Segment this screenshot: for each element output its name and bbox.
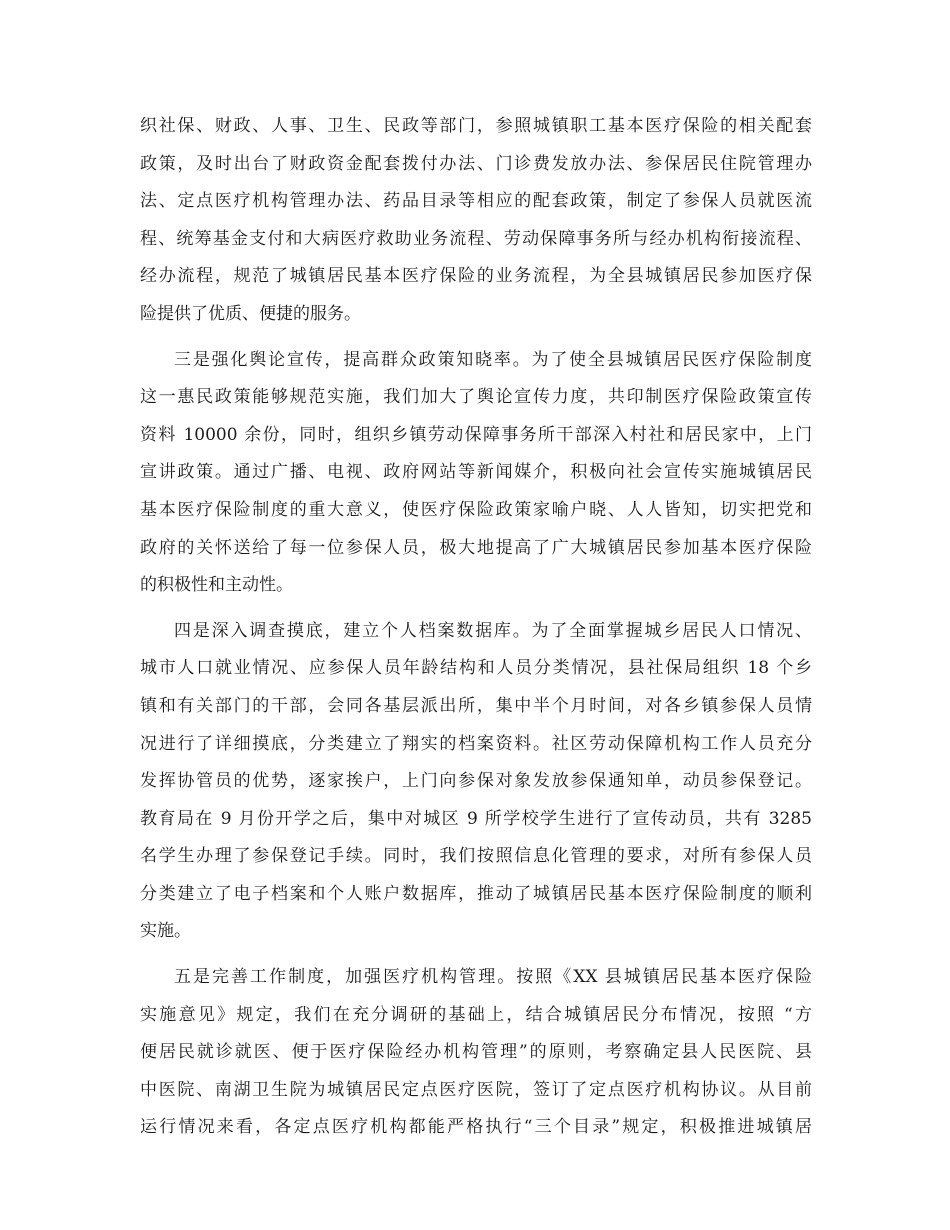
paragraph-spacer xyxy=(140,605,812,613)
text-line: 运行情况来看，各定点医疗机构都能严格执行“三个目录”规定，积极推进城镇居 xyxy=(140,1117,812,1138)
text-line: 三是强化舆论宣传，提高群众政策知晓率。为了使全县城镇居民医疗保险制度 xyxy=(174,349,812,370)
paragraph-spacer xyxy=(140,951,812,959)
text-line: 的积极性和主动性。 xyxy=(140,575,293,596)
text-line: 基本医疗保险制度的重大意义，使医疗保险政策家喻户晓、人人皆知，切实把党和 xyxy=(140,499,812,520)
text-line: 名学生办理了参保登记手续。同时，我们按照信息化管理的要求，对所有参保人员 xyxy=(140,846,812,867)
text-line: 实施。 xyxy=(140,921,191,942)
text-line: 五是完善工作制度，加强医疗机构管理。按照《XX 县城镇居民基本医疗保险 xyxy=(174,967,812,988)
text-line: 政府的关怀送给了每一位参保人员，极大地提高了广大城镇居民参加基本医疗保险 xyxy=(140,537,812,558)
text-line: 险提供了优质、便捷的服务。 xyxy=(140,303,361,324)
text-line: 这一惠民政策能够规范实施，我们加大了舆论宣传力度，共印制医疗保险政策宣传 xyxy=(140,387,812,408)
text-line: 实施意见》规定，我们在充分调研的基础上，结合城镇居民分布情况，按照 “方 xyxy=(140,1004,812,1025)
text-line: 政策，及时出台了财政资金配套拨付办法、门诊费发放办法、参保居民住院管理办 xyxy=(140,153,812,174)
paragraph-spacer xyxy=(140,334,812,342)
text-line: 便居民就诊就医、便于医疗保险经办机构管理”的原则，考察确定县人民医院、县 xyxy=(140,1042,812,1063)
text-line: 镇和有关部门的干部，会同各基层派出所，集中半个月时间，对各乡镇参保人员情 xyxy=(140,695,812,716)
paragraph xyxy=(140,613,812,951)
text-line: 分类建立了电子档案和个人账户数据库，推动了城镇居民基本医疗保险制度的顺利 xyxy=(140,883,812,904)
body-text xyxy=(140,108,812,1147)
text-line: 程、统筹基金支付和大病医疗救助业务流程、劳动保障事务所与经办机构衔接流程、 xyxy=(140,228,812,249)
text-line: 教育局在 9 月份开学之后，集中对城区 9 所学校学生进行了宣传动员，共有 3285 xyxy=(140,808,812,829)
text-line: 况进行了详细摸底，分类建立了翔实的档案资料。社区劳动保障机构工作人员充分 xyxy=(140,733,812,754)
text-line: 城市人口就业情况、应参保人员年龄结构和人员分类情况，县社保局组织 18 个乡 xyxy=(140,658,812,679)
text-line: 四是深入调查摸底，建立个人档案数据库。为了全面掌握城乡居民人口情况、 xyxy=(174,620,812,641)
text-line: 中医院、南湖卫生院为城镇居民定点医疗医院，签订了定点医疗机构协议。从目前 xyxy=(140,1079,812,1100)
text-line: 织社保、财政、人事、卫生、民政等部门，参照城镇职工基本医疗保险的相关配套 xyxy=(140,116,812,136)
text-line: 发挥协管员的优势，逐家挨户，上门向参保对象发放参保通知单，动员参保登记。 xyxy=(140,771,812,792)
paragraph xyxy=(140,108,812,334)
paragraph xyxy=(140,959,812,1147)
text-line: 资料 10000 余份，同时，组织乡镇劳动保障事务所干部深入村社和居民家中，上门 xyxy=(140,424,812,445)
text-line: 宣讲政策。通过广播、电视、政府网站等新闻媒介，积极向社会宣传实施城镇居民 xyxy=(140,462,812,483)
text-line: 经办流程，规范了城镇居民基本医疗保险的业务流程，为全县城镇居民参加医疗保 xyxy=(140,266,812,287)
text-line: 法、定点医疗机构管理办法、药品目录等相应的配套政策，制定了参保人员就医流 xyxy=(140,191,812,212)
paragraph xyxy=(140,342,812,605)
